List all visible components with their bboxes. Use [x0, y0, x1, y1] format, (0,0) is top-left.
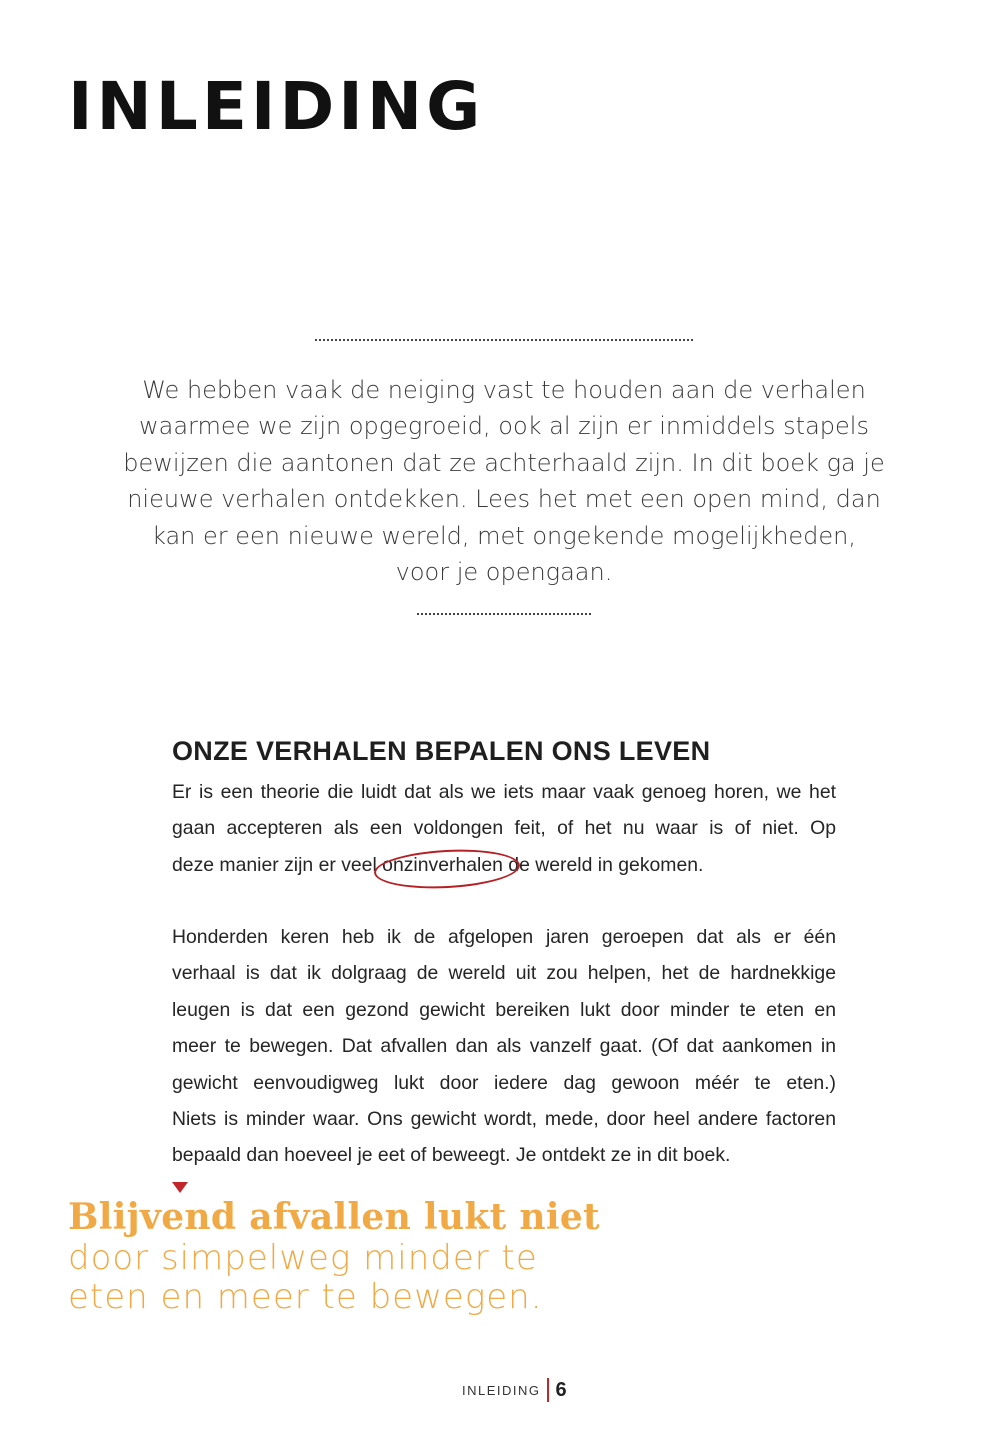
section-heading-rest: BEPALEN ONS LEVEN — [406, 736, 711, 766]
paragraph-line: verhaal is dat ik dolgraag de wereld uit zou helpen, het de hardnekkige — [172, 962, 836, 985]
intro-line: waarmee we zijn opgegroeid, ook al zijn er inmiddels stapels — [139, 412, 869, 441]
paragraph-line: bepaald dan hoeveel je eet of beweegt. Je ontdekt ze in dit boek. — [172, 1144, 731, 1167]
intro-line: voor je opengaan. — [395, 558, 613, 587]
paragraph-line — [172, 847, 836, 883]
intro-line: kan er een nieuwe wereld, met ongekende mogelijkheden, — [151, 521, 857, 550]
dotted-divider-top — [315, 339, 693, 341]
paragraph-line: meer te bewegen. Dat afvallen dan als vanzelf gaat. (Of dat aankomen in — [172, 1035, 836, 1058]
paragraph-line: Er is een theorie die luidt dat als we iets maar vaak genoeg horen, we het — [172, 781, 836, 803]
paragraph-line: Niets is minder waar. Ons gewicht wordt, mede, door heel andere factoren — [172, 1108, 836, 1131]
intro-line: We hebben vaak de neiging vast te houden aan de verhalen — [142, 376, 866, 404]
circled-word-text: onzinverhalen — [382, 853, 503, 876]
paragraph-line: gaan accepteren als een voldongen feit, of het nu waar is of niet. Op — [172, 817, 836, 840]
text-after-circled: de wereld in gekomen. — [502, 853, 704, 876]
text-before-circled: deze manier zijn er veel — [172, 853, 383, 876]
paragraph-line: Honderden keren heb ik de afgelopen jaren geroepen dat als er één — [172, 926, 836, 948]
pull-quote-bold: Blijvend afvallen lukt niet — [68, 1196, 600, 1238]
pull-quote-light: door simpelweg minder te — [68, 1238, 538, 1278]
pull-quote-light: eten en meer te bewegen. — [68, 1277, 543, 1317]
page-title: INLEIDING — [68, 68, 485, 145]
page-footer — [462, 1378, 567, 1402]
intro-line: nieuwe verhalen ontdekken. Lees het met een open mind, dan — [127, 485, 881, 514]
triangle-marker-icon — [172, 1182, 188, 1193]
paragraph-1 — [172, 774, 836, 883]
page-number: 6 — [555, 1378, 567, 1401]
section-heading-bold: ONZE VERHALEN — [172, 736, 407, 766]
paragraph-line: gewicht eenvoudigweg lukt door iedere dag gewoon méér te eten.) — [172, 1071, 836, 1094]
paragraph-line: leugen is dat een gezond gewicht bereiken lukt door minder te eten en — [172, 998, 836, 1021]
circled-word — [382, 847, 503, 883]
footer-label: INLEIDING — [462, 1382, 541, 1398]
pull-quote — [68, 1195, 600, 1317]
intro-line: bewijzen die aantonen dat ze achterhaald zijn. In dit boek ga je — [123, 448, 885, 477]
section-heading — [172, 736, 710, 767]
intro-text — [110, 372, 898, 590]
footer-divider — [547, 1378, 549, 1402]
paragraph-2 — [172, 919, 836, 1174]
dotted-divider-bottom — [417, 613, 591, 615]
